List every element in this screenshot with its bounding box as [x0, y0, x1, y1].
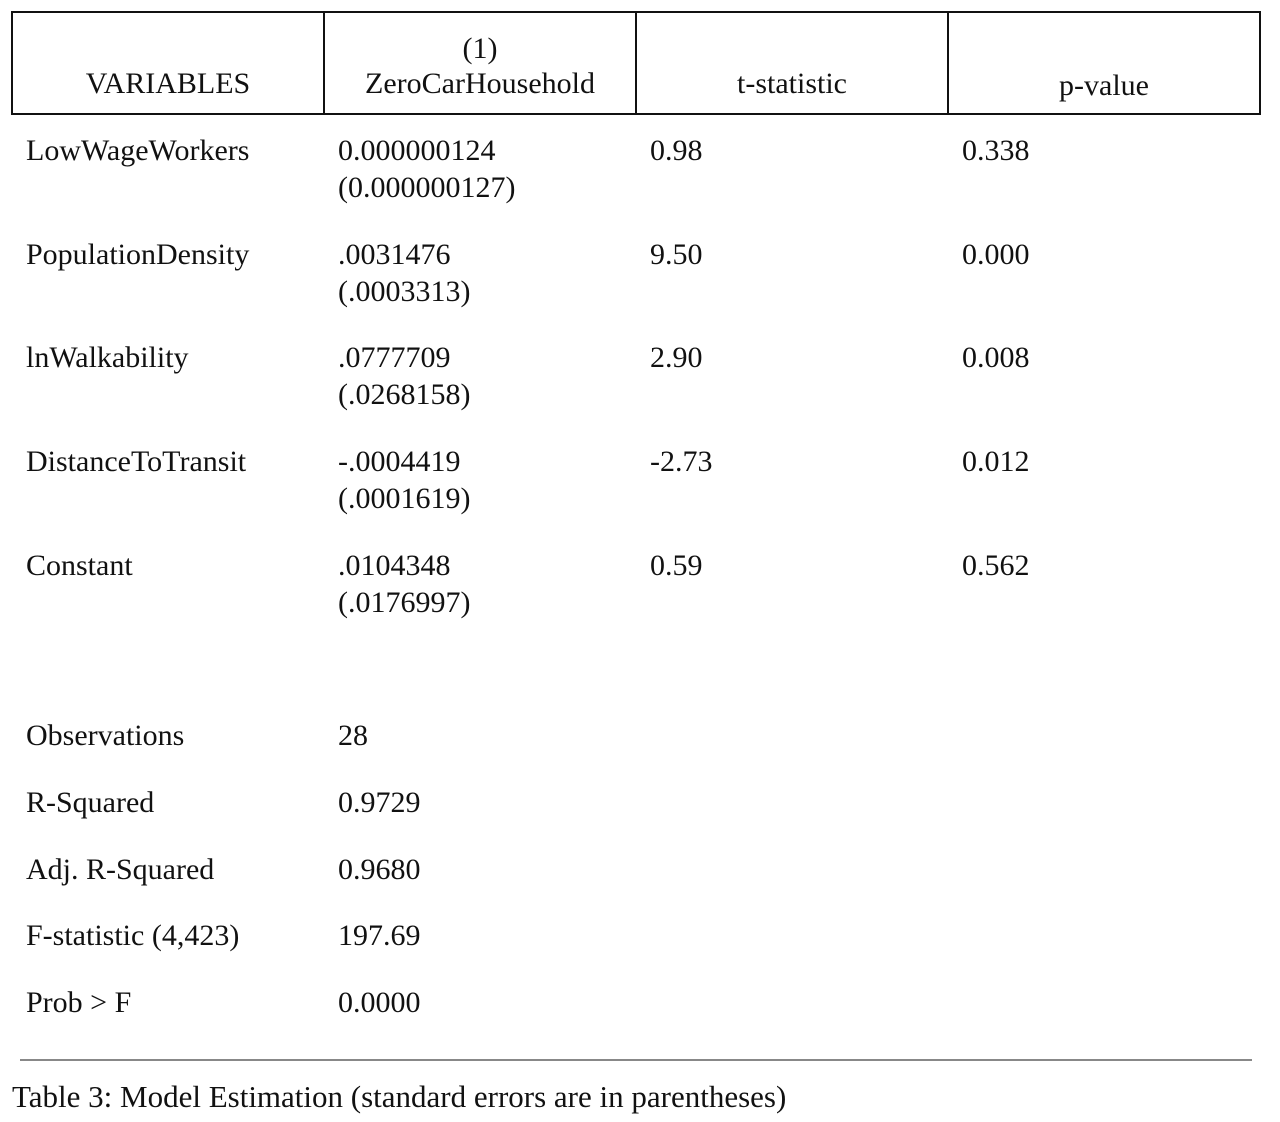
header-cell-t-statistic [637, 13, 949, 113]
stat-value: 0.0000 [338, 986, 421, 1019]
header-label: ZeroCarHousehold [365, 67, 595, 100]
coefficient-value: 0.000000124 [338, 134, 496, 167]
stat-label: R-Squared [26, 786, 155, 819]
stat-value: 0.9729 [338, 786, 421, 819]
header-cell-model [325, 13, 637, 113]
table-caption: Table 3: Model Estimation (standard errors are in parentheses) [12, 1079, 787, 1114]
coefficient-cell [338, 236, 470, 310]
p-value-value: 0.000 [962, 238, 1030, 271]
header-cell-p-value [949, 13, 1259, 113]
coefficient-cell [338, 339, 470, 413]
coefficient-cell [338, 132, 515, 206]
t-statistic-value: -2.73 [650, 445, 713, 478]
standard-error: (.0176997) [338, 586, 471, 619]
stat-label: F-statistic (4,423) [26, 919, 240, 952]
header-label: p-value [1059, 69, 1149, 102]
stat-label: Adj. R-Squared [26, 853, 215, 886]
header-label: VARIABLES [85, 67, 251, 100]
p-value-value: 0.338 [962, 134, 1030, 167]
coefficient-value: .0777709 [338, 341, 451, 374]
coefficient-cell [338, 547, 470, 621]
standard-error: (.0268158) [338, 378, 471, 411]
t-statistic-value: 0.98 [650, 134, 703, 167]
stat-value: 197.69 [338, 919, 421, 952]
coefficient-value: .0104348 [338, 549, 451, 582]
header-cell-variables [13, 13, 325, 113]
p-value-value: 0.562 [962, 549, 1030, 582]
variable-name: Constant [26, 549, 133, 582]
p-value-value: 0.012 [962, 445, 1030, 478]
coefficient-cell [338, 443, 470, 517]
variable-name: LowWageWorkers [26, 134, 250, 167]
stat-label: Prob > F [26, 986, 132, 1019]
standard-error: (0.000000127) [338, 171, 516, 204]
p-value-value: 0.008 [962, 341, 1030, 374]
variable-name: PopulationDensity [26, 238, 250, 271]
header-number: (1) [462, 32, 498, 65]
table-header [11, 11, 1261, 115]
coefficient-value: -.0004419 [338, 445, 461, 478]
stat-label: Observations [26, 719, 185, 752]
t-statistic-value: 2.90 [650, 341, 703, 374]
caption-divider [20, 1059, 1252, 1061]
stat-value: 28 [338, 719, 368, 752]
t-statistic-value: 9.50 [650, 238, 703, 271]
coefficient-value: .0031476 [338, 238, 451, 271]
variable-name: DistanceToTransit [26, 445, 247, 478]
variable-name: lnWalkability [26, 341, 189, 374]
header-label: t-statistic [737, 67, 847, 100]
standard-error: (.0001619) [338, 482, 471, 515]
standard-error: (.0003313) [338, 275, 471, 308]
stat-value: 0.9680 [338, 853, 421, 886]
t-statistic-value: 0.59 [650, 549, 703, 582]
